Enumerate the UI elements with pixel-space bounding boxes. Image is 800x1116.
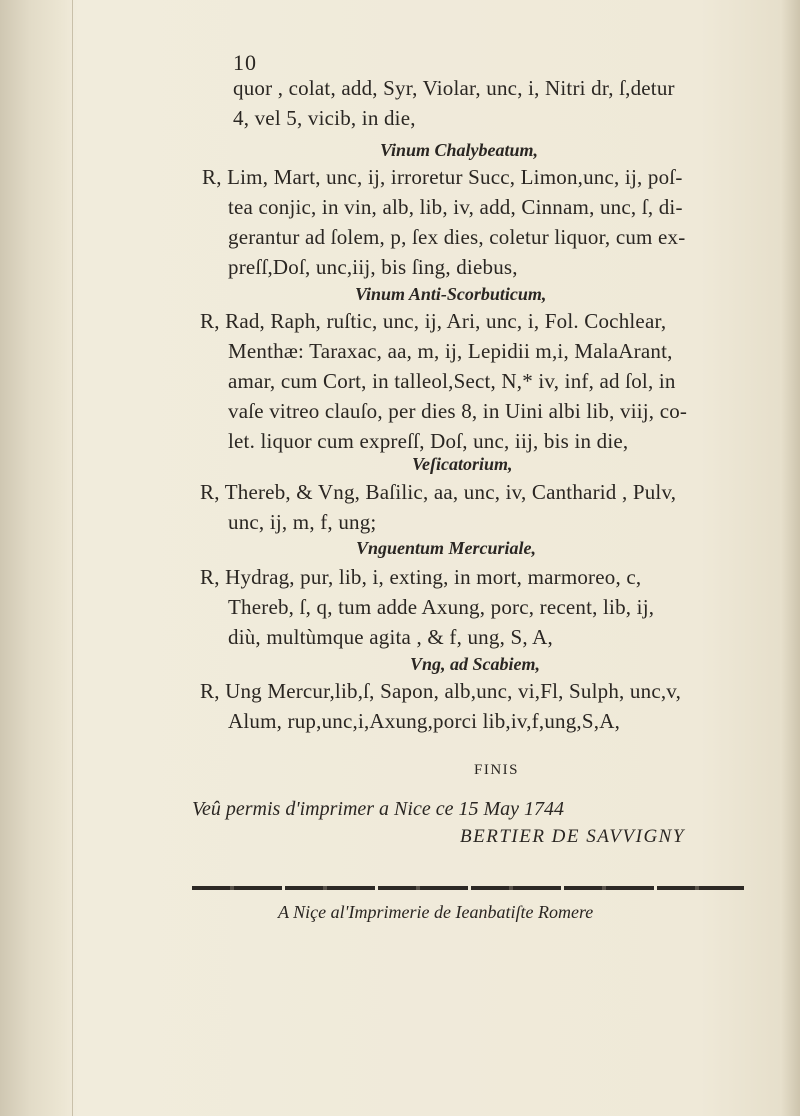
page-fold-shadow (0, 0, 73, 1116)
text-line: R, Thereb, & Vng, Baſilic, aa, unc, iv, Cantharid , Pulv, (200, 480, 677, 504)
text-line: let. liquor cum expreſſ, Doſ, unc, iij, bis in die, (228, 429, 629, 453)
recipe-heading: Vnguentum Mercuriale, (356, 538, 537, 558)
text-line: tea conjic, in vin, alb, lib, iv, add, Cinnam, unc, ſ, di- (228, 195, 683, 219)
text-line: gerantur ad ſolem, p, ſex dies, coletur liquor, cum ex- (228, 225, 686, 249)
recipe-heading: Veſicatorium, (412, 454, 513, 474)
recipe-heading: Vinum Chalybeatum, (380, 140, 539, 160)
printer-imprint: A Niçe al'Imprimerie de Ieanbatiſte Romere (278, 902, 594, 922)
text-line: unc, ij, m, f, ung; (228, 510, 377, 534)
text-line: R, Ung Mercur,lib,ſ, Sapon, alb,unc, vi,Fl, Sulph, unc,v, (200, 679, 682, 703)
page-edge-shadow (780, 0, 800, 1116)
text-line: R, Hydrag, pur, lib, i, exting, in mort, marmoreo, c, (200, 565, 642, 589)
text-line: Menthæ: Taraxac, aa, m, ij, Lepidii m,i, MalaArant, (228, 339, 673, 363)
text-line: amar, cum Cort, in talleol,Sect, N,* iv, inf, ad ſol, in (228, 369, 676, 393)
text-line: 4, vel 5, vicib, in die, (233, 106, 416, 130)
text-line: R, Lim, Mart, unc, ij, irroretur Succ, Limon,unc, ij, poſ- (202, 165, 683, 189)
page-number: 10 (233, 50, 257, 75)
finis-label: FINIS (474, 762, 520, 778)
text-line: Alum, rup,unc,i,Axung,porci lib,iv,f,ung,S,A, (228, 709, 621, 733)
text-line: diù, multùmque agita , & f, ung, S, A, (228, 625, 553, 649)
recipe-heading: Vinum Anti-Scorbuticum, (355, 284, 547, 304)
text-line: Thereb, ſ, q, tum adde Axung, porc, recent, lib, ij, (228, 595, 655, 619)
text-line: vaſe vitreo clauſo, per dies 8, in Uini albi lib, viij, co- (228, 399, 688, 423)
text-line: quor , colat, add, Syr, Violar, unc, i, Nitri dr, ſ,detur (233, 76, 675, 100)
printing-permit: Veû permis d'imprimer a Nice ce 15 May 1744 (192, 798, 564, 820)
censor-signature: BERTIER DE SAVVIGNY (460, 826, 685, 847)
text-line: R, Rad, Raph, ruſtic, unc, ij, Ari, unc, i, Fol. Cochlear, (200, 309, 667, 333)
ornamental-rule (192, 886, 744, 890)
text-line: preſſ,Doſ, unc,iij, bis ſing, diebus, (228, 255, 518, 279)
recipe-heading: Vng, ad Scabiem, (410, 654, 541, 674)
